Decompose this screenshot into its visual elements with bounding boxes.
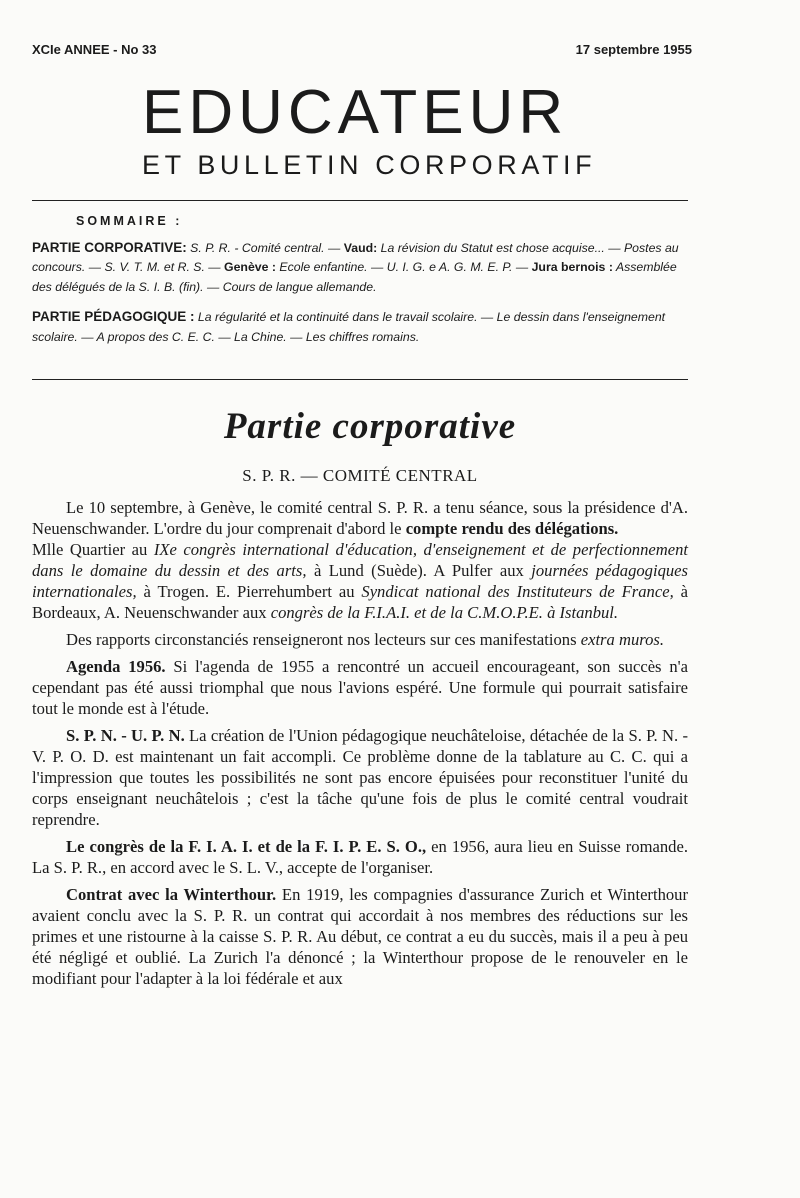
italic-text: journées pédagogiques internationales, [32, 561, 689, 601]
bold-text: compte rendu des délégations. [405, 519, 619, 538]
text: à Bordeaux, A. Neuenschwander aux [32, 582, 688, 622]
paragraph [32, 725, 688, 830]
toc-text: Assemblée des délégués de la S. I. B. (fin). — Cours de langue allemande. [32, 260, 677, 294]
toc-text: La régularité et la continuité dans le travail scolaire. — Le dessin dans l'enseignement scolaire. — A propos des C. E. C. — La Chine. — Les chiffres romains. [32, 310, 666, 344]
italic-text: extra muros. [580, 630, 664, 649]
bottom-rule [32, 379, 688, 380]
bold-text: Agenda 1956. [66, 657, 166, 676]
paragraph [32, 836, 688, 878]
toc-pedagogique-label: PARTIE PÉDAGOGIQUE : [32, 309, 195, 324]
text: En 1919, les compagnies d'assurance Zurich et Winterthour avaient conclu avec la S. P. R. un contrat qui accordait à nos membres des réductions sur les primes et une ristourne à la caisse S. P. R. Au début, ce contrat a eu du succès, mais il a peu à peu été négligé et oublié. La Zurich l'a dénoncé ; la Winterthour propose de le renouveler en le modifiant pour l'adapter à la loi fédérale et aux [32, 885, 688, 988]
text: La création de l'Union pédagogique neuchâteloise, détachée de la S. P. N. - V. P. O. D. est maintenant un fait accompli. Ce problème donne de la tablature au C. C. qui a l'impression que toutes les possibilités ne sont pas encore épuisées pour reconstituer l'unité du corps enseignant neuchâtelois ; c'est la tâche qu'une fois de plus le comité central voudrait reprendre. [32, 726, 688, 829]
toc-text: La révision du Statut est chose acquise... — Postes au concours. — S. V. T. M. et R. S. — [32, 240, 679, 274]
italic-text: Syndicat national des Instituteurs de France, [361, 582, 674, 601]
italic-text: congrès de la F.I.A.I. et de la C.M.O.P.E. à Istanbul. [270, 603, 619, 622]
table-of-contents [32, 212, 692, 347]
masthead-title: EDUCATEUR [142, 78, 569, 147]
paragraph [32, 629, 688, 650]
text: en 1956, aura lieu en Suisse romande. La S. P. R., en accord avec le S. L. V., accepte de l'organiser. [32, 837, 688, 877]
paragraph [32, 497, 688, 539]
paragraph [32, 656, 688, 719]
text: à Trogen. E. Pierrehumbert au [136, 582, 362, 601]
toc-corporative-label: PARTIE CORPORATIVE: [32, 239, 187, 255]
masthead [142, 78, 596, 182]
text: Mlle Quartier au [32, 540, 154, 559]
text: Le 10 septembre, à Genève, le comité central S. P. R. a tenu séance, sous la présidence d'A. Neuenschwander. L'ordre du jour comprenait d'abord le [32, 498, 688, 538]
article-body [32, 497, 688, 995]
paragraph [32, 539, 688, 623]
text: Si l'agenda de 1955 a rencontré un accueil encourageant, son succès n'a cependant pas été aussi triomphal que nous l'avions espéré. Une formule qui pourrait satisfaire tout le monde est à l'étude. [32, 657, 689, 718]
bold-text: Contrat avec la Winterthour. [66, 885, 277, 904]
italic-text: IXe congrès international d'éducation, d'enseignement et de perfectionnement dans le domaine du dessin et des arts, [32, 540, 688, 580]
section-title: Partie corporative [223, 406, 517, 447]
issue-number: XCIe ANNEE - No 33 [32, 42, 157, 57]
text: Des rapports circonstanciés renseigneront nos lecteurs sur ces manifestations [66, 630, 581, 649]
top-rule [32, 200, 688, 201]
toc-subsection: Jura bernois : [531, 260, 613, 274]
toc-text: Ecole enfantine. — U. I. G. e A. G. M. E. P. — [275, 260, 532, 274]
toc-corporative [32, 238, 692, 298]
bold-text: S. P. N. - U. P. N. [66, 726, 185, 745]
toc-subsection: Genève : [224, 260, 276, 274]
text: à Lund (Suède). A Pulfer aux [306, 561, 532, 580]
paragraph [32, 884, 688, 989]
issue-date: 17 septembre 1955 [575, 42, 692, 57]
bold-text: Le congrès de la F. I. A. I. et de la F. I. P. E. S. O., [66, 837, 427, 856]
toc-heading: SOMMAIRE : [76, 214, 183, 228]
toc-subsection: Vaud: [343, 240, 378, 255]
article-subhead: S. P. R. — COMITÉ CENTRAL [242, 466, 478, 485]
issue-header [32, 42, 692, 57]
toc-text: S. P. R. - Comité central. — [186, 240, 344, 255]
masthead-subtitle: ET BULLETIN CORPORATIF [142, 150, 597, 180]
toc-pedagogique [32, 307, 692, 347]
